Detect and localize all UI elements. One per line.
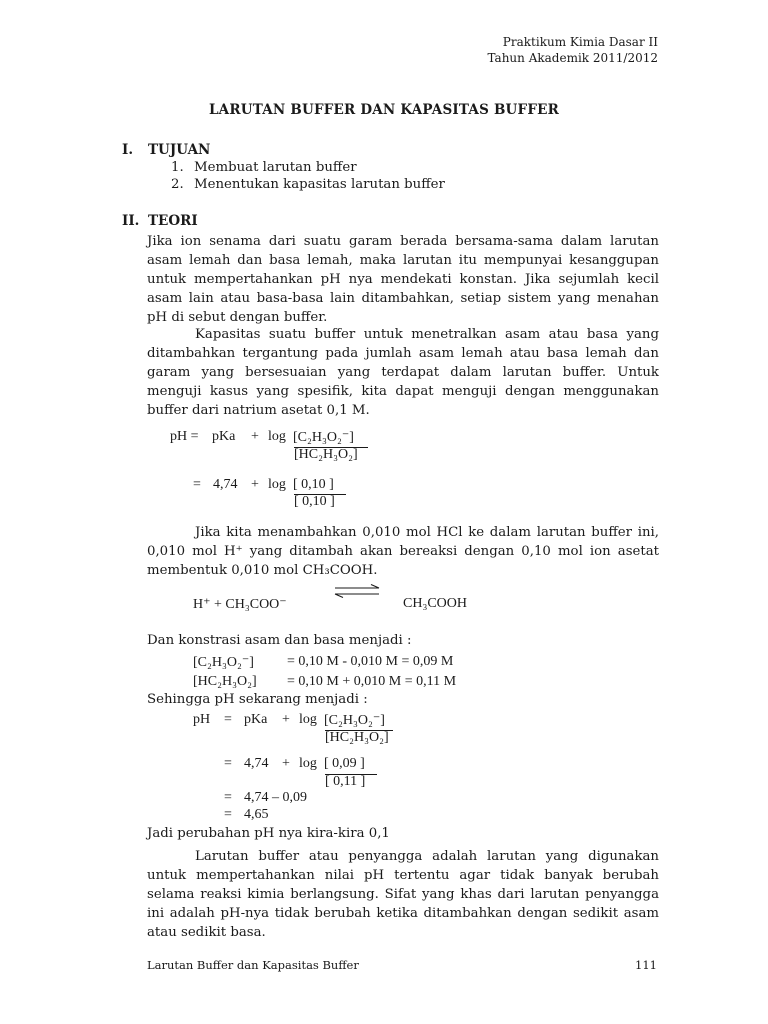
eq3-equals: = <box>224 712 232 727</box>
eq4-numerator: [ 0,09 ] <box>324 756 365 771</box>
eq2-numerator: [ 0,10 ] <box>293 477 334 492</box>
eq4-plus: + <box>282 756 290 771</box>
objective-1-text: Membuat larutan buffer <box>194 160 357 175</box>
eq1-numerator: [C₂H₃O₂⁻] <box>293 430 354 445</box>
eq4-pka-value: 4,74 <box>244 756 269 771</box>
eq3-numerator: [C₂H₃O₂⁻] <box>324 713 385 728</box>
conc-acid-calc: = 0,10 M + 0,010 M = 0,11 M <box>287 674 457 689</box>
footer-title: Larutan Buffer dan Kapasitas Buffer <box>147 958 359 972</box>
eq3-pka: pKa <box>244 712 268 727</box>
theory-paragraph-4: Dan konstrasi asam dan basa menjadi : <box>147 633 412 648</box>
reaction-right: CH₃COOH <box>403 596 467 611</box>
eq5-equals: = <box>224 790 232 805</box>
eq3-plus: + <box>282 712 290 727</box>
eq6-equals: = <box>224 807 232 822</box>
header-course: Praktikum Kimia Dasar II <box>502 35 658 49</box>
theory-paragraph-2: Kapasitas suatu buffer untuk menetralkan asam atau basa yang ditambahkan tergantung pada jumlah asam lemah atau basa lemah dan garam yang bersesuaian yang terdapat dalam larutan buffer. Untuk menguji kasus yang spesifik, kita dapat menguji dengan menggunakan buffer dari natrium asetat 0,1 M. <box>147 327 659 418</box>
conc-acetate-species: [C₂H₃O₂⁻] <box>193 655 254 670</box>
eq3-lhs: pH <box>193 712 211 727</box>
eq2-plus: + <box>251 477 259 492</box>
conc-acid-species: [HC₂H₃O₂] <box>193 674 257 689</box>
eq3-log: log <box>299 712 317 727</box>
eq1-lhs: pH = <box>170 429 199 444</box>
eq4-denominator: [ 0,11 ] <box>325 774 366 789</box>
theory-paragraph-1: Jika ion senama dari suatu garam berada bersama-sama dalam larutan asam lemah dan basa lemah, maka larutan itu mempunyai kesanggupan untuk mempertahankan pH nya mendekati konstan. Jika sejumlah kecil asam lain atau basa-basa lain ditambahkan, setiap sistem yang menahan pH di sebut dengan buffer. <box>147 234 659 325</box>
eq4-equals: = <box>224 756 232 771</box>
theory-paragraph-5: Sehingga pH sekarang menjadi : <box>147 692 368 707</box>
objective-1-number: 1. <box>171 160 184 175</box>
theory-paragraph-3: Jika kita menambahkan 0,010 mol HCl ke dalam larutan buffer ini, 0,010 mol H⁺ yang ditambah akan bereaksi dengan 0,10 mol ion asetat membentuk 0,010 mol CH₃COOH. <box>147 525 659 578</box>
eq3-denominator: [HC₂H₃O₂] <box>325 730 389 745</box>
eq6-expression: 4,65 <box>244 807 269 822</box>
eq1-log: log <box>268 429 286 444</box>
eq2-log: log <box>268 477 286 492</box>
document-title: LARUTAN BUFFER DAN KAPASITAS BUFFER <box>208 102 560 118</box>
equilibrium-arrow-icon <box>333 584 381 598</box>
theory-paragraph-6: Jadi perubahan pH nya kira-kira 0,1 <box>147 826 390 841</box>
reaction-left: H⁺ + CH₃COO⁻ <box>193 597 287 612</box>
running-header <box>487 34 658 66</box>
eq2-pka-value: 4,74 <box>213 477 238 492</box>
section-2-heading: TEORI <box>148 213 198 229</box>
eq2-denominator: [ 0,10 ] <box>294 494 335 509</box>
header-year: Tahun Akademik 2011/2012 <box>487 51 658 65</box>
section-1-number: I. <box>122 142 134 158</box>
eq5-expression: 4,74 – 0,09 <box>244 790 307 805</box>
eq1-plus: + <box>251 429 259 444</box>
page-number: 111 <box>635 958 657 972</box>
objective-2-text: Menentukan kapasitas larutan buffer <box>194 177 445 192</box>
section-2-number: II. <box>122 213 140 229</box>
eq4-log: log <box>299 756 317 771</box>
eq1-denominator: [HC₂H₃O₂] <box>294 447 358 462</box>
conc-acetate-calc: = 0,10 M - 0,010 M = 0,09 M <box>287 654 454 669</box>
section-1-heading: TUJUAN <box>148 142 211 158</box>
eq2-equals: = <box>193 477 201 492</box>
theory-paragraph-7: Larutan buffer atau penyangga adalah larutan yang digunakan untuk mempertahankan nilai pH tertentu agar tidak banyak berubah selama reaksi kimia berlangsung. Sifat yang khas dari larutan penyangga ini adalah pH-nya tidak berubah ketika ditambahkan dengan sedikit asam atau sedikit basa. <box>147 849 659 940</box>
eq1-pka: pKa <box>212 429 236 444</box>
objective-2-number: 2. <box>171 177 184 192</box>
